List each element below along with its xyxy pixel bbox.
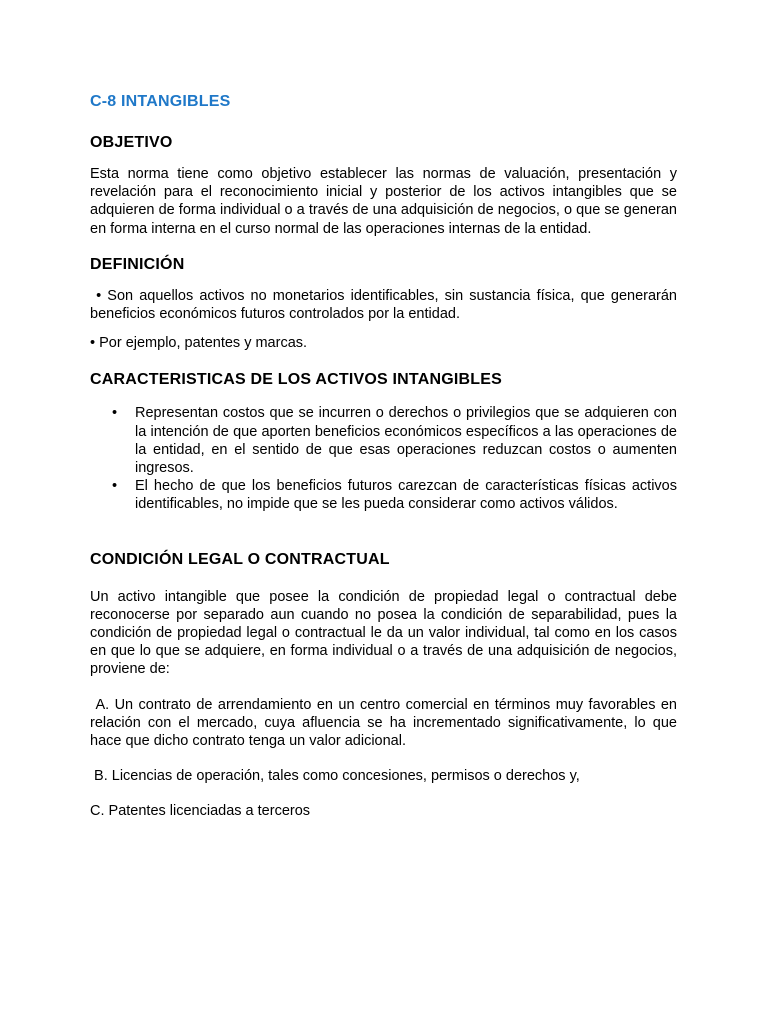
paragraph-definicion-1: • Son aquellos activos no monetarios identificables, sin sustancia física, que generarán beneficios económicos futuros controlados por la entidad. bbox=[90, 287, 682, 323]
list-item-text: Representan costos que se incurren o derechos o privilegios que se adquieren con la intención de que aporten beneficios económicos específicos a las operaciones de la entidad, en el sentido de que esas operaciones reduzcan costos o aumenten ingresos. bbox=[135, 405, 677, 477]
list-item bbox=[90, 477, 677, 513]
caracteristicas-list bbox=[90, 404, 677, 513]
paragraph-objetivo: Esta norma tiene como objetivo establecer las normas de valuación, presentación y revelación para el reconocimiento inicial y posterior de los activos intangibles que se adquieren de forma individual o a través de una adquisición de negocios, o que se generan en forma interna en el curso normal de las operaciones internas de la entidad. bbox=[90, 166, 677, 237]
paragraph-item-c: C. Patentes licenciadas a terceros bbox=[90, 803, 311, 820]
paragraph-definicion-2: • Por ejemplo, patentes y marcas. bbox=[90, 335, 308, 352]
bullet-icon: • bbox=[112, 405, 118, 422]
document-title: C-8 INTANGIBLES bbox=[90, 93, 231, 110]
paragraph-item-a: A. Un contrato de arrendamiento en un centro comercial en términos muy favorables en relación con el mercado, cuya afluencia se ha incrementado significativamente, lo que hace que dicho contrato tenga un valor adicional. bbox=[90, 696, 682, 750]
list-item bbox=[90, 404, 677, 477]
document-page bbox=[90, 92, 682, 821]
bullet-icon: • bbox=[112, 478, 118, 495]
heading-caracteristicas: CARACTERISTICAS DE LOS ACTIVOS INTANGIBLES bbox=[90, 371, 502, 389]
list-item-text: El hecho de que los beneficios futuros carezcan de características físicas activos identificables, no impide que se les pueda considerar como activos válidos. bbox=[135, 478, 677, 513]
paragraph-condicion: Un activo intangible que posee la condición de propiedad legal o contractual debe reconocerse por separado aun cuando no posea la condición de separabilidad, pues la condición de propiedad legal o contractual le da un valor individual, tal como en los casos en que lo que se adquiere, en forma individual o a través de una adquisición de negocios, proviene de: bbox=[90, 588, 677, 678]
heading-definicion: DEFINICIÓN bbox=[90, 255, 185, 273]
paragraph-item-b: B. Licencias de operación, tales como concesiones, permisos o derechos y, bbox=[90, 768, 580, 785]
heading-condicion: CONDICIÓN LEGAL O CONTRACTUAL bbox=[90, 550, 390, 568]
heading-objetivo: OBJETIVO bbox=[90, 134, 173, 151]
